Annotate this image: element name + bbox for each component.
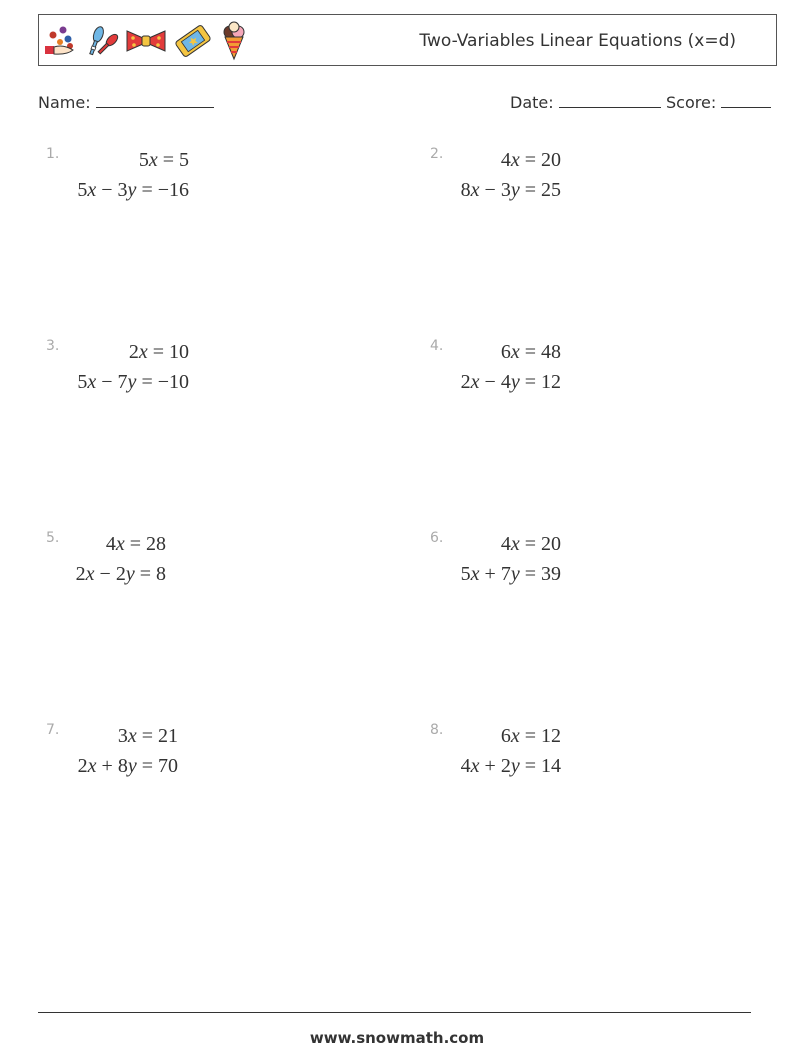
header-icons bbox=[43, 21, 249, 61]
operator: − bbox=[101, 179, 113, 201]
variable-x: x bbox=[510, 149, 520, 171]
coefficient-x: 2 bbox=[128, 341, 139, 363]
equation-line-1 bbox=[501, 533, 561, 556]
coefficient-y: 2 bbox=[115, 563, 126, 585]
coefficient-x: 5 bbox=[460, 563, 471, 585]
variable-x: x bbox=[470, 179, 480, 201]
variable-x: x bbox=[510, 725, 520, 747]
name-blank[interactable] bbox=[96, 93, 214, 108]
variable-x: x bbox=[470, 755, 480, 777]
equation-rhs: = 14 bbox=[524, 755, 561, 777]
equation-rhs: = 70 bbox=[141, 755, 178, 777]
coefficient-x: 4 bbox=[500, 533, 511, 555]
operator: − bbox=[484, 371, 496, 393]
coefficient-x: 4 bbox=[500, 149, 511, 171]
variable-x: x bbox=[87, 371, 97, 393]
variable-x: x bbox=[510, 341, 520, 363]
problem-number: 4. bbox=[430, 338, 444, 354]
coefficient-x: 5 bbox=[77, 371, 88, 393]
problem-number: 6. bbox=[430, 530, 444, 546]
variable-x: x bbox=[470, 371, 480, 393]
operator: + bbox=[484, 563, 496, 585]
problem-number: 5. bbox=[46, 530, 60, 546]
worksheet-title: Two-Variables Linear Equations (x=d) bbox=[419, 31, 736, 51]
equation-rhs: = −16 bbox=[141, 179, 189, 201]
name-label: Name: bbox=[38, 93, 91, 112]
header-box bbox=[38, 14, 777, 66]
bow-tie-icon bbox=[125, 26, 167, 56]
score-blank[interactable] bbox=[721, 93, 771, 108]
date-blank[interactable] bbox=[559, 93, 661, 108]
problem-4 bbox=[430, 338, 770, 458]
coefficient-y: 3 bbox=[117, 179, 128, 201]
coefficient-y: 2 bbox=[500, 755, 511, 777]
footer-url: www.snowmath.com bbox=[309, 1029, 485, 1047]
equation-rhs: = 21 bbox=[141, 725, 178, 747]
equation-line-1 bbox=[118, 725, 178, 748]
coefficient-x: 6 bbox=[500, 341, 511, 363]
equation-line-2 bbox=[77, 179, 189, 202]
coefficient-x: 5 bbox=[77, 179, 88, 201]
equation-rhs: = 10 bbox=[152, 341, 189, 363]
variable-x: x bbox=[138, 341, 148, 363]
problem-1 bbox=[46, 146, 386, 266]
variable-x: x bbox=[127, 725, 137, 747]
equation-rhs: = 12 bbox=[524, 725, 561, 747]
equation-line-2 bbox=[461, 755, 561, 778]
problem-6 bbox=[430, 530, 770, 650]
equation-rhs: = 20 bbox=[524, 533, 561, 555]
equation-rhs: = 8 bbox=[139, 563, 166, 585]
name-field bbox=[38, 93, 214, 112]
ticket-icon bbox=[173, 23, 213, 59]
problem-5 bbox=[46, 530, 386, 650]
equation-rhs: = 39 bbox=[524, 563, 561, 585]
juggling-balls-icon bbox=[43, 24, 77, 58]
coefficient-x: 2 bbox=[460, 371, 471, 393]
variable-y: y bbox=[127, 755, 137, 777]
problem-number: 7. bbox=[46, 722, 60, 738]
operator: + bbox=[484, 755, 496, 777]
footer-divider bbox=[38, 1012, 751, 1013]
juggling-pins-icon bbox=[83, 23, 119, 59]
equation-rhs: = 20 bbox=[524, 149, 561, 171]
coefficient-x: 4 bbox=[460, 755, 471, 777]
equation-line-2 bbox=[461, 371, 561, 394]
problem-8 bbox=[430, 722, 770, 842]
equation-line-2 bbox=[76, 563, 166, 586]
equation-line-2 bbox=[461, 563, 561, 586]
problem-number: 8. bbox=[430, 722, 444, 738]
problem-number: 3. bbox=[46, 338, 60, 354]
variable-x: x bbox=[85, 563, 95, 585]
score-label: Score: bbox=[666, 93, 717, 112]
coefficient-y: 3 bbox=[500, 179, 511, 201]
problem-7 bbox=[46, 722, 386, 842]
coefficient-x: 4 bbox=[105, 533, 116, 555]
equation-line-2 bbox=[77, 371, 189, 394]
coefficient-y: 7 bbox=[500, 563, 511, 585]
equation-rhs: = 5 bbox=[162, 149, 189, 171]
operator: − bbox=[484, 179, 496, 201]
variable-x: x bbox=[115, 533, 125, 555]
coefficient-x: 6 bbox=[500, 725, 511, 747]
equation-line-1 bbox=[139, 149, 189, 172]
variable-y: y bbox=[510, 755, 520, 777]
variable-y: y bbox=[510, 179, 520, 201]
variable-y: y bbox=[127, 371, 137, 393]
coefficient-x: 2 bbox=[77, 755, 88, 777]
problem-number: 1. bbox=[46, 146, 60, 162]
ice-cream-cone-icon bbox=[219, 21, 249, 61]
variable-x: x bbox=[87, 755, 97, 777]
coefficient-y: 8 bbox=[117, 755, 128, 777]
equation-line-1 bbox=[501, 725, 561, 748]
variable-y: y bbox=[510, 563, 520, 585]
variable-x: x bbox=[510, 533, 520, 555]
variable-x: x bbox=[87, 179, 97, 201]
coefficient-x: 3 bbox=[117, 725, 128, 747]
problem-3 bbox=[46, 338, 386, 458]
problem-2 bbox=[430, 146, 770, 266]
coefficient-x: 8 bbox=[460, 179, 471, 201]
coefficient-x: 2 bbox=[75, 563, 86, 585]
date-field bbox=[510, 93, 661, 112]
operator: − bbox=[99, 563, 111, 585]
problem-number: 2. bbox=[430, 146, 444, 162]
score-field bbox=[666, 93, 771, 112]
variable-y: y bbox=[510, 371, 520, 393]
coefficient-y: 7 bbox=[117, 371, 128, 393]
equation-line-1 bbox=[501, 149, 561, 172]
equation-rhs: = 28 bbox=[129, 533, 166, 555]
equation-rhs: = 48 bbox=[524, 341, 561, 363]
operator: + bbox=[101, 755, 113, 777]
equation-line-1 bbox=[106, 533, 166, 556]
equation-rhs: = 12 bbox=[524, 371, 561, 393]
equation-rhs: = −10 bbox=[141, 371, 189, 393]
operator: − bbox=[101, 371, 113, 393]
variable-x: x bbox=[470, 563, 480, 585]
coefficient-x: 5 bbox=[138, 149, 149, 171]
equation-line-1 bbox=[129, 341, 189, 364]
equation-line-2 bbox=[461, 179, 561, 202]
equation-rhs: = 25 bbox=[524, 179, 561, 201]
variable-y: y bbox=[125, 563, 135, 585]
equation-line-1 bbox=[501, 341, 561, 364]
variable-y: y bbox=[127, 179, 137, 201]
equation-line-2 bbox=[78, 755, 178, 778]
coefficient-y: 4 bbox=[500, 371, 511, 393]
date-label: Date: bbox=[510, 93, 554, 112]
variable-x: x bbox=[148, 149, 158, 171]
